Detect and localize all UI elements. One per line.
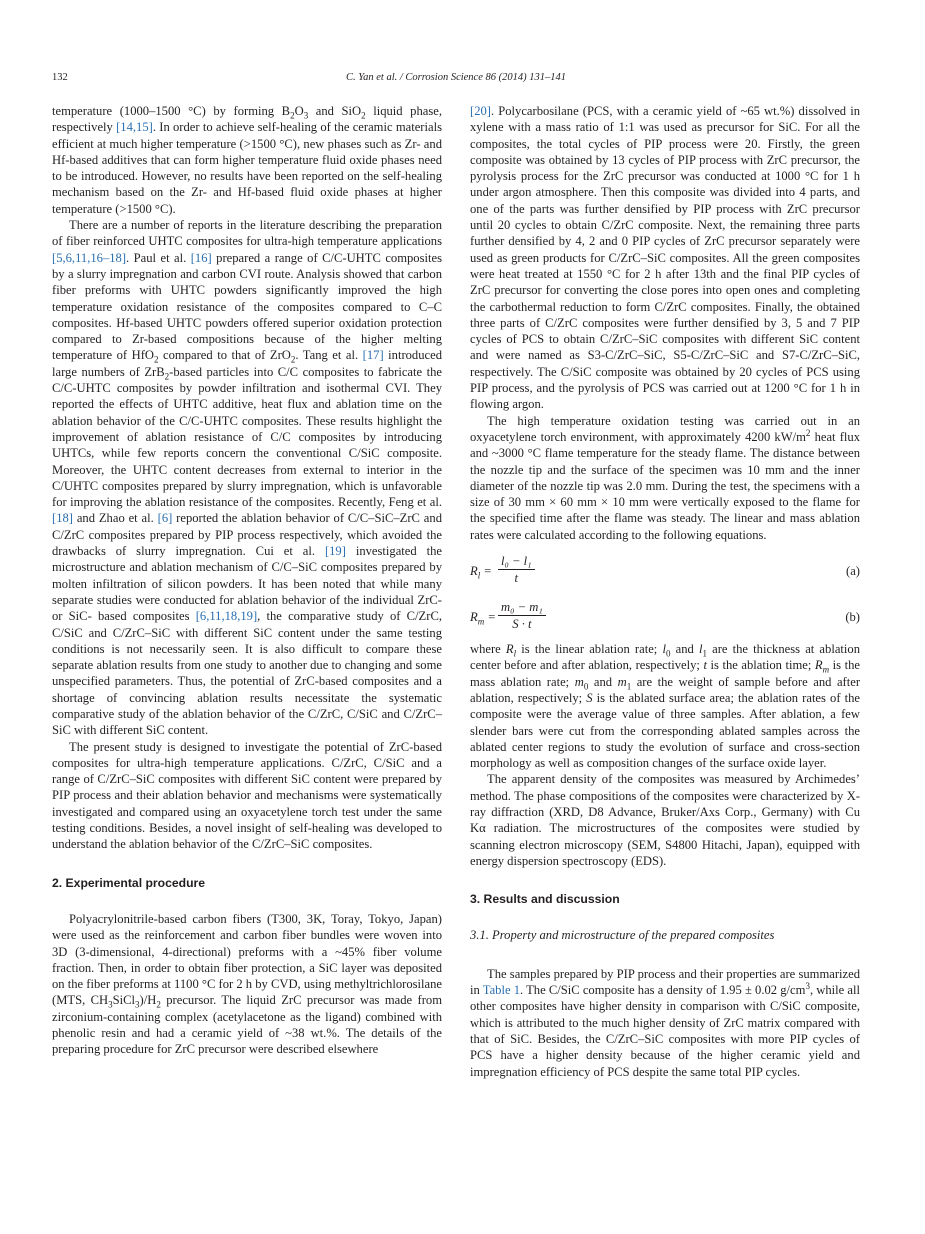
- equation-b: [470, 599, 860, 635]
- equation-lhs: $R_l$ =: [470, 564, 492, 581]
- equation-label: (b): [845, 610, 860, 625]
- paragraph: where $R_l$ is the linear ablation rate; $l_0$ and $l_1$ are the thickness at ablation center before and after ablation, respectively; t is the ablation time; $R_m$ is the mass ablation rate; $m_0$ and $m_1$ are the weight of sample before and after ablation, respectively; S is the ablated surface area; the ablation rates of the composite were the average value of three samples. After ablation, a few slender bars were cut from the corresponding ablated samples across the ablated center regions to study the evolution of surface and cross-section morphology as well as composition changes of the surface oxide layer.: [470, 642, 861, 771]
- citation-link[interactable]: [19]: [324, 544, 346, 559]
- citation-link[interactable]: [17]: [362, 348, 384, 363]
- equation-fraction: $\frac{\text{l₀ − l₁}}{t}$: [498, 553, 535, 586]
- running-header: [52, 72, 860, 88]
- equation-a: [470, 553, 860, 589]
- equation-label: (a): [846, 564, 860, 579]
- subsection-heading: 3.1. Property and microstructure of the prepared composites: [470, 928, 775, 943]
- paragraph: There are a number of reports in the literature describing the preparation of fiber reinforced UHTC composites for ultra-high temperature applications [5,6,11,16–18]. Paul et al. [16] prepared a range of C/C-UHTC composites by a slurry impregnation and carbon CVI route. Analysis showed that carbon fiber preforms with UHTC powders significantly improved the high temperature oxidation resistance of the composites compared to C–C composites. Hf-based UHTC powders offered superior oxidation protection compared to Zr-based compositions because of the higher melting temperature of HfO$_2$ compared to that of ZrO$_2$. Tang et al. [17] introduced large numbers of ZrB$_2$-based particles into C/C composites to fabricate the C/C-UHTC composites by powder infiltration and isothermal CVI. They reported the effects of UHTC additive, heat flux and ablation time on the ablation behavior of the C/C-UHTC composites. These results highlight the improvement of ablation resistance of C/C composites by introducing UHTCs, while few reports concern the conventional C/SiC composite. Moreover, the UHTC content decreases from external to interior in the C/UHTC composites prepared by slurry impregnation, which is unfavorable for improving the ablation resistance of the composites. Recently, Feng et al. [18] and Zhao et al. [6] reported the ablation behavior of C/C–SiC–ZrC and C/ZrC composites prepared by PIP process respectively, which avoided the drawbacks of slurry impregnation. Cui et al. [19] investigated the microstructure and ablation mechanism of C/C–SiC composites prepared by molten infiltration of silicon powders. It has been noted that while many separate studies were conducted for ablation behavior of the individual ZrC- or SiC- based composites [6,11,18,19], the comparative study of C/ZrC, C/SiC and C/ZrC–SiC with different SiC content under the same testing conditions is not necessarily seen. It is also difficult to compare these separate ablation results from one study to another due to changing and some unspecified parameters. Thus, the potential of ZrC-based composites and a shortage of convincing ablation results necessitate the systematic comparative study of the ablation behavior of the C/ZrC, C/SiC and C/ZrC–SiC with different SiC content.: [52, 218, 443, 738]
- citation-link[interactable]: [16]: [190, 250, 212, 265]
- paragraph: temperature (1000–1500 °C) by forming $B_2O_3$ and SiO$_2$ liquid phase, respectively [14,15]. In order to achieve self-healing of the ceramic materials efficient at much higher temperature (>1500 °C), new phases such as Zr- and Hf-based additives that can form higher temperature fluid oxide phases need to be introduced. However, no results have been reported on the self-healing mechanism based on the Zr- and Hf-based fluid oxide phases at higher temperature (>1500 °C).: [52, 104, 442, 216]
- paragraph: Polyacrylonitrile-based carbon fibers (T300, 3K, Toray, Tokyo, Japan) were used as the reinforcement and carbon fiber bundles were woven into 3D (3-dimensional, 4-directional) preforms with a ~45% fiber volume fraction. Then, in order to obtain fiber protection, a SiC layer was deposited on the fiber preforms at 1100 °C for 2 h by CVD, using methyltrichlorosilane (MTS, $CH_3SiCl_3)/H_2$ precursor. The liquid ZrC precursor was made from zirconium-containing complex (acetylacetone as the ligand) combined with phenolic resin and had a ceramic yield of ~38 wt.%. The details of the preparing procedure for ZrC precursor were described elsewhere: [52, 911, 443, 1057]
- section-heading: 3. Results and discussion: [470, 892, 620, 907]
- paragraph: The high temperature oxidation testing was carried out in an oxyacetylene torch environment, with approximately 4200 $kW/m^2$ heat flux and ~3000 °C flame temperature for the steady flame. The distance between the nozzle tip and the surface of the specimen was 10 mm and the inner diameter of the nozzle tip was 2.0 mm. During the test, the specimens with a size of 30 mm × 60 mm × 10 mm were vertically exposed to the flame for the specified time after the flame was steady. The linear and mass ablation rates were calculated according to the following equations.: [470, 413, 861, 542]
- paragraph: [20]. Polycarbosilane (PCS, with a ceramic yield of ~65 wt.%) dissolved in xylene with a mass ratio of 1:1 was used as precursor for SiC. For all the composites, the total cycles of PIP process were 20. Firstly, the green composite was obtained by 13 cycles of PIP process with ZrC precursor, the pyrolysis process for the ZrC precursor was conducted at 1000 °C for 1 h under argon atmosphere. Then this composite was divided into 4 parts, and one of the parts was further densified by PIP process with ZrC precursor until 20 cycles to obtain C/ZrC composite. Next, the remaining three parts further densified by 4, 2 and 0 PIP cycles of ZrC precursor separately were used as green products for C/ZrC–SiC composites. All the green composites were heat treated at 1550 °C for 2 h after 13th and the final PIP cycles of ZrC precursor for converting the close pores into open ones and completing the carbothermal reduction to form C/ZrC composites. Finally, the obtained three parts of C/ZrC composites were further densified by 3, 5 and 7 PIP cycles of PCS to obtain C/ZrC–SiC composites with different SiC content and were named as S3-C/ZrC–SiC, S5-C/ZrC–SiC and S7-C/ZrC–SiC, respectively. The C/SiC composite was obtained by 20 cycles of PCS using PIP process, and the pyrolysis of PCS was carried out at 1200 °C for 1 h in flowing argon.: [470, 104, 860, 412]
- left-column: [52, 103, 442, 1058]
- citation-link[interactable]: [6]: [157, 511, 173, 526]
- section-heading: 2. Experimental procedure: [52, 875, 206, 890]
- citation-link[interactable]: [20]: [470, 104, 491, 118]
- citation-link[interactable]: [5,6,11,16–18]: [52, 250, 127, 265]
- table-link[interactable]: Table 1: [482, 983, 521, 998]
- paragraph: The apparent density of the composites was measured by Archimedes’ method. The phase compositions of the composites were characterized by X-ray diffraction (XRD, D8 Advance, Bruker/Axs Corp., Germany) with Cu Kα radiation. The microstructures of the composites were studied by scanning electron microscopy (SEM, S4800 Hitachi, Japan), equipped with energy dispersion spectroscopy (EDS).: [470, 772, 860, 868]
- citation-link[interactable]: [18]: [52, 511, 73, 526]
- equation-fraction: $\frac{\text{m₀ − m₁}}{S \cdot t}$: [498, 599, 546, 632]
- paragraph: The present study is designed to investigate the potential of ZrC-based composites for ultra-high temperature applications. C/ZrC, C/SiC and a range of C/ZrC–SiC composites with different SiC content were prepared by PIP process and their ablation behavior and mechanisms were systematically investigated and compared using an oxyacetylene torch test under the same testing conditions. Besides, a novel insight of self-healing was developed to understand the ablation behavior of the C/ZrC–SiC composites.: [52, 739, 442, 852]
- paragraph: The samples prepared by PIP process and their properties are summarized in Table 1. The C/SiC composite has a density of 1.95 ± 0.02 $g/cm^3$, while all other composites have higher density in comparison with C/SiC composite, which is attributed to the much higher density of ZrC matrix compared with that of SiC. Besides, the C/ZrC–SiC composites with more PIP cycles of PCS have a higher density because of the higher ceramic yield and impregnation efficiency of PCS despite the same total PIP cycles.: [470, 966, 861, 1079]
- page-number: 132: [52, 72, 68, 83]
- equation-lhs: $R_m$ =: [470, 610, 496, 627]
- citation-link[interactable]: [14,15]: [116, 120, 153, 135]
- journal-reference: C. Yan et al. / Corrosion Science 86 (2014) 131–141: [345, 72, 566, 83]
- citation-link[interactable]: [6,11,18,19]: [195, 609, 258, 624]
- right-column: [470, 103, 860, 1080]
